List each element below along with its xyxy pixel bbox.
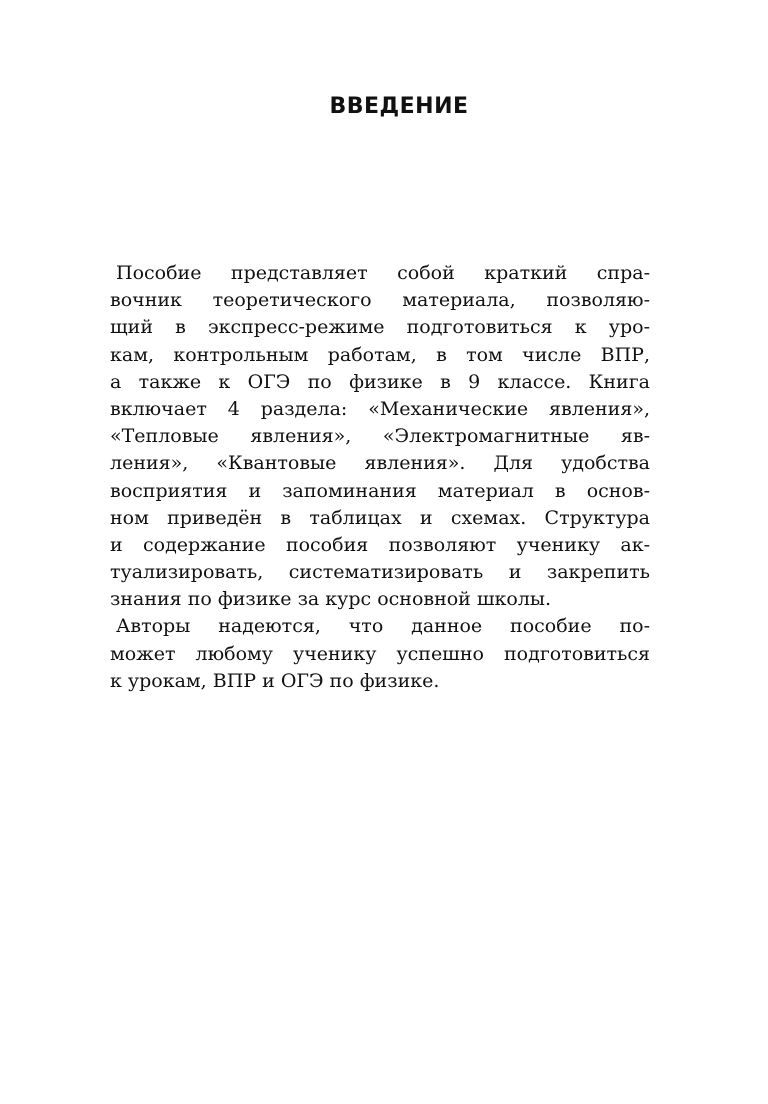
text-line: и содержание пособия позволяют ученику ак- <box>110 533 650 556</box>
text-line: к урокам, ВПР и ОГЭ по физике. <box>110 669 440 692</box>
text-line: вочник теоретического материала, позволяю- <box>110 289 650 312</box>
text-line: Авторы надеются, что данное пособие по- <box>116 615 650 638</box>
page-title: ВВЕДЕНИЕ <box>329 94 469 119</box>
text-line: может любому ученику успешно подготовиться <box>110 642 650 665</box>
text-line: ном приведён в таблицах и схемах. Структура <box>110 506 650 529</box>
text-line: восприятия и запоминания материал в основ- <box>110 479 650 502</box>
text-line: Пособие представляет собой краткий спра- <box>116 262 650 284</box>
text-line: «Тепловые явления», «Электромагнитные яв- <box>110 425 650 448</box>
text-line: а также к ОГЭ по физике в 9 классе. Книга <box>110 370 650 393</box>
text-line: щий в экспресс-режиме подготовиться к уро- <box>110 316 650 339</box>
text-line: знания по физике за курс основной школы. <box>110 588 552 611</box>
text-line: включает 4 раздела: «Механические явления», <box>110 397 650 420</box>
text-line: ления», «Квантовые явления». Для удобства <box>110 452 650 475</box>
paragraph-1 <box>110 260 650 613</box>
text-line: кам, контрольным работам, в том числе ВПР, <box>110 343 650 366</box>
text-line: туализировать, систематизировать и закрепить <box>110 561 650 584</box>
paragraph-2 <box>110 613 650 695</box>
intro-text <box>110 260 650 695</box>
